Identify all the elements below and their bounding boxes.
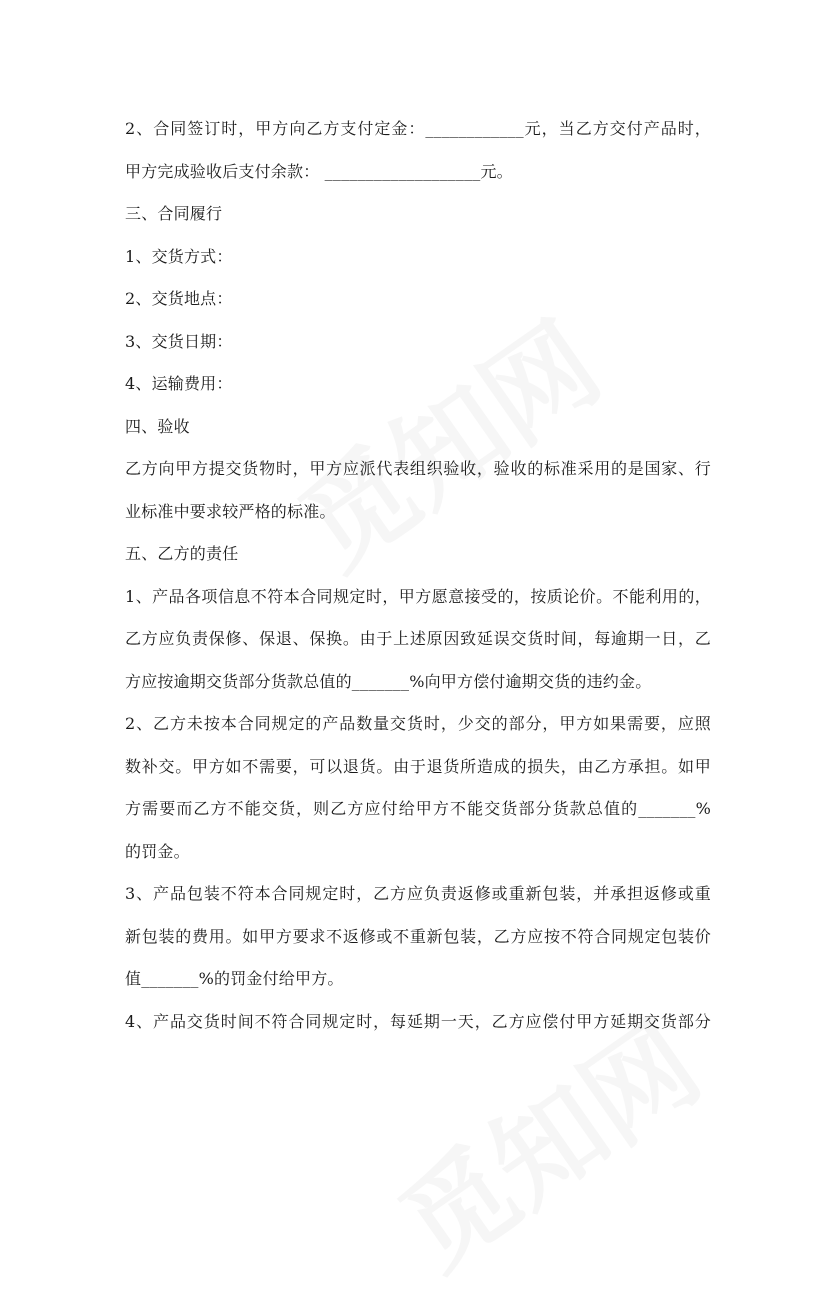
paragraph-line: 2、乙方未按本合同规定的产品数量交货时，少交的部分，甲方如果需要，应照 bbox=[125, 714, 711, 733]
document-body bbox=[125, 108, 711, 1043]
paragraph-line: 4、产品交货时间不符合同规定时，每延期一天，乙方应偿付甲方延期交货部分 bbox=[125, 1011, 711, 1031]
list-item: 3、交货日期： bbox=[125, 331, 233, 351]
paragraph-line: 业标准中要求较严格的标准。 bbox=[125, 501, 336, 521]
paragraph-line: 甲方完成验收后支付余款： ___________________元。 bbox=[125, 161, 513, 181]
paragraph-line: 方应按逾期交货部分货款总值的_______%向甲方偿付逾期交货的违约金。 bbox=[125, 671, 652, 691]
paragraph-line: 新包装的费用。如甲方要求不返修或不重新包装，乙方应按不符合同规定包装价 bbox=[125, 926, 711, 946]
list-item: 1、交货方式： bbox=[125, 246, 233, 266]
paragraph-line: 3、产品包装不符本合同规定时，乙方应负责返修或重新包装，并承担返修或重 bbox=[125, 884, 711, 903]
paragraph-line: 乙方向甲方提交货物时，甲方应派代表组织验收，验收的标准采用的是国家、行 bbox=[125, 459, 711, 478]
section-heading: 五、乙方的责任 bbox=[125, 544, 239, 563]
paragraph-line: 2、合同签订时，甲方向乙方支付定金：____________元，当乙方交付产品时， bbox=[125, 119, 711, 138]
paragraph-line: 1、产品各项信息不符本合同规定时，甲方愿意接受的，按质论价。不能利用的， bbox=[125, 586, 711, 606]
section-heading: 三、合同履行 bbox=[125, 204, 223, 223]
paragraph-line: 方需要而乙方不能交货，则乙方应付给甲方不能交货部分货款总值的_______% bbox=[125, 799, 711, 818]
section-heading: 四、验收 bbox=[125, 416, 190, 436]
list-item: 4、运输费用： bbox=[125, 374, 233, 393]
paragraph-line: 乙方应负责保修、保退、保换。由于上述原因致延误交货时间，每逾期一日，乙 bbox=[125, 629, 711, 648]
paragraph-line: 值_______%的罚金付给甲方。 bbox=[125, 969, 344, 988]
paragraph-line: 的罚金。 bbox=[125, 841, 190, 861]
list-item: 2、交货地点： bbox=[125, 289, 233, 308]
paragraph-line: 数补交。甲方如不需要，可以退货。由于退货所造成的损失，由乙方承担。如甲 bbox=[125, 756, 711, 776]
